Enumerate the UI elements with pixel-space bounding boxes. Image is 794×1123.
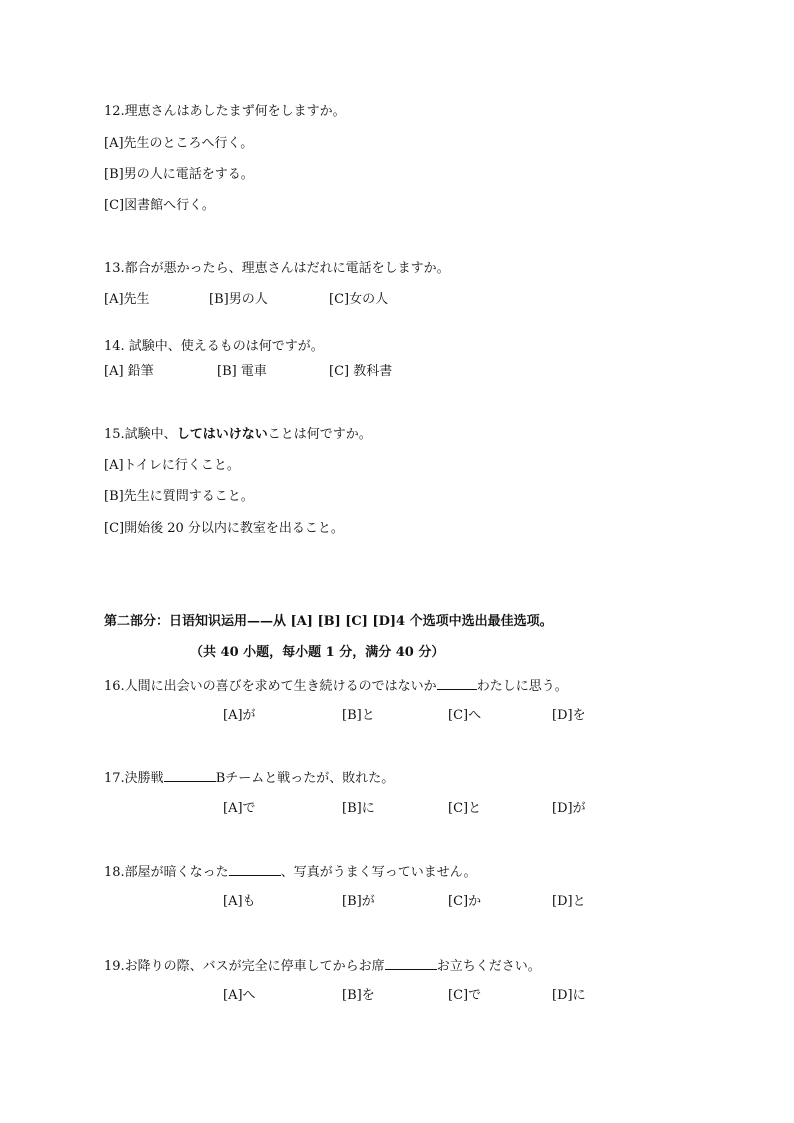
q18-option-c: [C]か [448,894,482,909]
q16-option-d: [D]を [552,708,586,723]
q12-stem: 12.理恵さんはあしたまず何をしますか。 [104,104,346,119]
q18-option-a: [A]も [223,894,256,909]
q18-stem [104,863,476,881]
q16-option-c: [C]へ [448,708,482,723]
q14-option-c: [C] 教科書 [329,364,393,379]
q14-option-a: [A] 鉛筆 [104,364,154,379]
q18-stem-prefix: 18.部屋が暗くなった [104,865,229,880]
q17-stem [104,769,394,787]
q17-option-a: [A]で [223,801,256,816]
q16-stem [104,677,568,695]
section-title: 第二部分：日语知识运用——从 [A] [B] [C] [D]4 个选项中选出最佳选项。 [104,614,553,629]
q17-option-b: [B]に [342,801,375,816]
q19-option-d: [D]に [552,988,586,1003]
q15-stem-prefix: 15.試験中、 [104,427,177,442]
q19-option-b: [B]を [342,988,375,1003]
q16-stem-suffix: わたしに思う。 [476,679,568,694]
q14-stem: 14. 試験中、使えるものは何ですが。 [104,339,324,354]
q19-option-c: [C]で [448,988,482,1003]
q12-option-a: [A]先生のところへ行く。 [104,136,254,151]
q15-stem-emphasis: してはいけない [176,427,268,442]
q18-option-b: [B]が [342,894,375,909]
q16-stem-prefix: 16.人間に出会いの喜びを求めて生き続けるのではないか [104,679,437,694]
q19-stem [104,957,541,975]
q19-stem-prefix: 19.お降りの際、バスが完全に停車してからお席 [104,959,385,974]
q15-stem [104,427,372,443]
q19-option-a: [A]へ [223,988,256,1003]
q18-option-d: [D]と [552,894,586,909]
q18-blank [229,863,281,876]
q15-stem-suffix: ことは何ですか。 [267,427,372,442]
q13-option-c: [C]女の人 [329,292,389,307]
q13-stem: 13.都合が悪かったら、理恵さんはだれに電話をしますか。 [104,261,450,276]
q13-option-a: [A]先生 [104,292,150,307]
q17-option-d: [D]が [552,801,586,816]
q19-stem-suffix: お立ちください。 [436,959,541,974]
q17-option-c: [C]と [448,801,482,816]
section-subtitle: （共 40 小题，每小题 1 分，满分 40 分） [190,645,445,660]
q12-option-b: [B]男の人に電話をする。 [104,167,254,182]
q15-option-b: [B]先生に質問すること。 [104,489,254,504]
q15-option-c: [C]開始後 20 分以内に教室を出ること。 [104,521,344,536]
q15-option-a: [A]トイレに行くこと。 [104,458,240,473]
q16-option-a: [A]が [223,708,256,723]
q13-option-b: [B]男の人 [209,292,268,307]
q16-blank [437,677,477,690]
q17-stem-prefix: 17.決勝戦 [104,771,164,786]
q19-blank [385,957,437,970]
q16-option-b: [B]と [342,708,375,723]
q12-option-c: [C]図書館へ行く。 [104,198,215,213]
q17-blank [164,769,216,782]
q14-option-b: [B] 電車 [217,364,267,379]
q18-stem-suffix: 、写真がうまく写っていません。 [280,865,477,880]
q17-stem-suffix: Bチームと戦ったが、敗れた。 [215,771,395,786]
